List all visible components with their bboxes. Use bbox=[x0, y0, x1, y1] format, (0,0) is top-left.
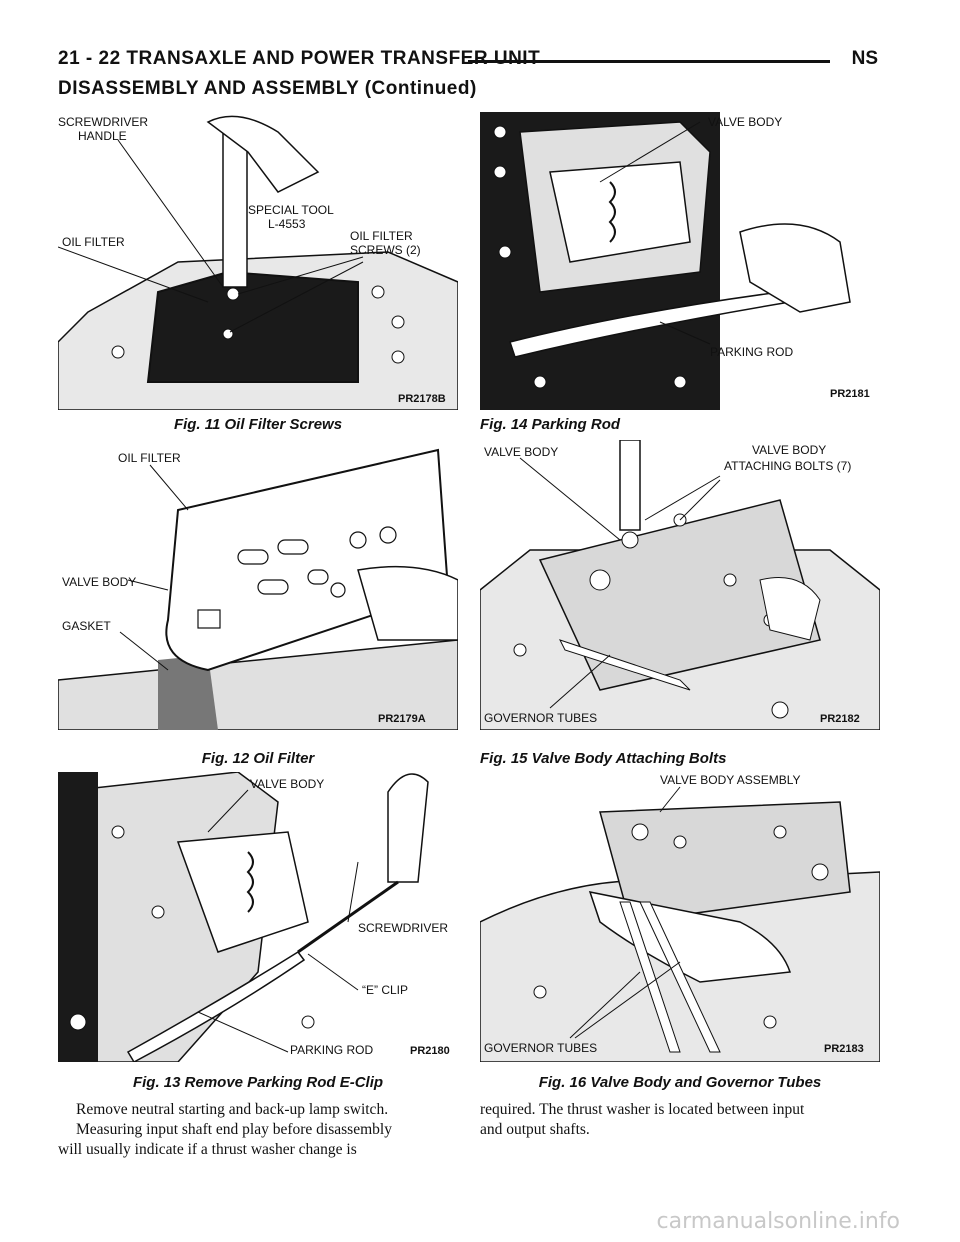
figure-code: PR2182 bbox=[820, 713, 860, 725]
label-governor-tubes: GOVERNOR TUBES bbox=[484, 1041, 598, 1055]
label-screwdriver: SCREWDRIVER bbox=[358, 921, 449, 935]
body-line: Measuring input shaft end play before disassembly bbox=[76, 1121, 392, 1138]
label-oil-filter: OIL FILTER bbox=[118, 451, 181, 465]
figure-11-labels bbox=[58, 112, 458, 410]
figure-13-caption: Fig. 13 Remove Parking Rod E-Clip bbox=[132, 1074, 384, 1091]
figure-code: PR2181 bbox=[830, 388, 870, 400]
label-gasket: GASKET bbox=[62, 619, 111, 633]
figure-code: PR2180 bbox=[410, 1045, 450, 1057]
label-screws-count: SCREWS (2) bbox=[350, 243, 421, 257]
figure-16-caption: Fig. 16 Valve Body and Governor Tubes bbox=[538, 1074, 822, 1091]
label-parking-rod: PARKING ROD bbox=[710, 345, 794, 359]
page-label: 21 - 22 TRANSAXLE AND POWER TRANSFER UNIT bbox=[58, 48, 541, 69]
section-title: DISASSEMBLY AND ASSEMBLY (Continued) bbox=[58, 78, 477, 99]
header-rule bbox=[468, 60, 830, 63]
figure-16 bbox=[480, 772, 880, 1062]
figure-16-labels bbox=[480, 772, 880, 1062]
label-screwdriver: SCREWDRIVER bbox=[58, 115, 149, 129]
watermark: carmanualsonline.info bbox=[656, 1209, 900, 1234]
figure-14-caption: Fig. 14 Parking Rod bbox=[480, 416, 621, 433]
figure-14 bbox=[480, 112, 880, 410]
label-valve-body: VALVE BODY bbox=[484, 445, 559, 459]
figure-code: PR2179A bbox=[378, 713, 426, 725]
label-attaching-bolts: ATTACHING BOLTS (7) bbox=[724, 459, 852, 473]
model-code: NS bbox=[851, 48, 878, 69]
label-valve-body: VALVE BODY bbox=[62, 575, 137, 589]
label-handle: HANDLE bbox=[78, 129, 127, 143]
figure-13 bbox=[58, 772, 458, 1062]
figure-15-caption: Fig. 15 Valve Body Attaching Bolts bbox=[480, 750, 727, 767]
figure-11-caption: Fig. 11 Oil Filter Screws bbox=[173, 416, 343, 433]
figure-code: PR2178B bbox=[398, 393, 446, 405]
label-governor-tubes: GOVERNOR TUBES bbox=[484, 711, 598, 725]
page-header bbox=[58, 48, 878, 78]
figure-14-labels bbox=[480, 112, 880, 410]
label-valve-body: VALVE BODY bbox=[708, 115, 783, 129]
label-valve-body-bolts: VALVE BODY bbox=[752, 443, 827, 457]
figure-13-labels bbox=[58, 772, 458, 1062]
figure-12 bbox=[58, 440, 458, 730]
figure-11 bbox=[58, 112, 458, 410]
label-special-tool: SPECIAL TOOL bbox=[248, 203, 334, 217]
figure-12-caption: Fig. 12 Oil Filter bbox=[201, 750, 315, 767]
label-parking-rod: PARKING ROD bbox=[290, 1043, 374, 1057]
figure-12-labels bbox=[58, 440, 458, 730]
label-valve-body-assembly: VALVE BODY ASSEMBLY bbox=[660, 773, 801, 787]
body-line: will usually indicate if a thrust washer change is bbox=[58, 1141, 357, 1158]
label-e-clip: “E” CLIP bbox=[362, 983, 409, 997]
label-oil-filter-screws: OIL FILTER bbox=[350, 229, 413, 243]
body-line: Remove neutral starting and back-up lamp switch. bbox=[76, 1101, 389, 1118]
label-tool-number: L-4553 bbox=[268, 217, 306, 231]
label-oil-filter: OIL FILTER bbox=[62, 235, 125, 249]
figure-15-labels bbox=[480, 440, 880, 730]
figure-15 bbox=[480, 440, 880, 730]
body-text-right bbox=[480, 1100, 880, 1140]
body-line: and output shafts. bbox=[480, 1121, 590, 1138]
label-valve-body: VALVE BODY bbox=[250, 777, 325, 791]
body-text-left bbox=[58, 1100, 458, 1160]
body-line: required. The thrust washer is located between input bbox=[480, 1101, 805, 1118]
figure-code: PR2183 bbox=[824, 1043, 864, 1055]
